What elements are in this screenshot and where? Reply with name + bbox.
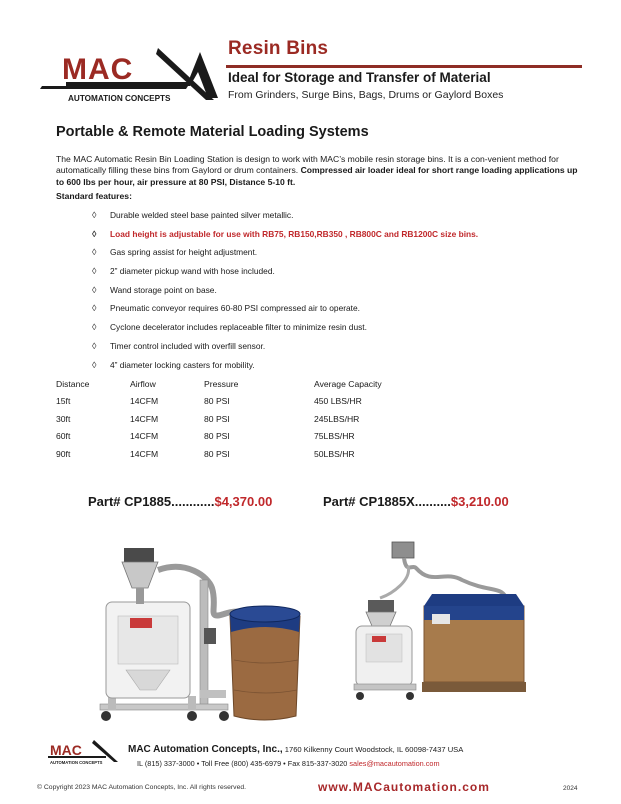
product-photo-cp1885 <box>96 540 304 730</box>
product-photo-cp1885x <box>352 534 528 710</box>
header-capacity: Average Capacity <box>314 378 382 389</box>
table-row: 30ft 14CFM 80 PSI 245LBS/HR <box>56 413 360 424</box>
diamond-bullet-icon: ◊ <box>92 322 97 333</box>
footer-logo-subtext: AUTOMATION CONCEPTS <box>50 760 103 765</box>
header-distance: Distance <box>56 378 90 389</box>
logo-letters: MAC <box>62 53 134 86</box>
diamond-bullet-icon: ◊ <box>92 247 97 258</box>
company-line <box>128 744 463 755</box>
list-item: ◊ 4” diameter locking casters for mobility. <box>92 359 255 370</box>
diamond-bullet-icon: ◊ <box>92 266 97 277</box>
footer-logo-letters: MAC <box>50 742 82 758</box>
table-row: 90ft 14CFM 80 PSI 50LBS/HR <box>56 448 355 459</box>
table-row: 15ft 14CFM 80 PSI 450 LBS/HR <box>56 396 362 407</box>
title-rule <box>226 65 582 68</box>
list-item: ◊ Durable welded steel base painted silver metallic. <box>92 210 294 220</box>
page-tagline: From Grinders, Surge Bins, Bags, Drums or Gaylord Boxes <box>228 89 504 101</box>
features-list <box>92 210 562 378</box>
list-item: ◊ Cyclone decelerator includes replaceable filter to minimize resin dust. <box>92 322 367 333</box>
section-heading: Portable & Remote Material Loading Systems <box>56 124 369 140</box>
email-link[interactable]: sales@macautomation.com <box>349 759 440 768</box>
intro-bold: Compressed air loader ideal for short range loading applications up to 600 lbs per hour, air pressure at 80 PSI, Distance 5-10 ft. <box>56 165 578 187</box>
copyright: © Copyright 2023 MAC Automation Concepts, Inc. All rights reserved. <box>37 784 247 791</box>
part-price-cp1885x: Part# CP1885X..........$3,210.00 <box>323 494 509 509</box>
company-name: MAC Automation Concepts, Inc., <box>128 744 283 755</box>
diamond-bullet-icon: ◊ <box>92 284 97 295</box>
features-heading: Standard features: <box>56 191 132 201</box>
list-item: ◊ Pneumatic conveyor requires 60-80 PSI compressed air to operate. <box>92 303 360 314</box>
diamond-bullet-icon: ◊ <box>92 359 97 370</box>
list-item: ◊ 2” diameter pickup wand with hose included. <box>92 266 275 277</box>
header-airflow: Airflow <box>130 378 156 389</box>
list-item: ◊ Wand storage point on base. <box>92 284 217 295</box>
list-item: ◊ Load height is adjustable for use with RB75, RB150,RB350 , RB800C and RB1200C size bins. <box>92 228 479 239</box>
intro-paragraph <box>56 154 578 188</box>
document-year: 2024 <box>563 785 578 792</box>
spec-table <box>56 375 434 463</box>
diamond-bullet-icon: ◊ <box>92 210 97 220</box>
table-header-row <box>56 375 434 393</box>
diamond-bullet-icon: ◊ <box>92 303 97 314</box>
list-item: ◊ Timer control included with overfill sensor. <box>92 340 266 351</box>
company-address: 1760 Kilkenny Court Woodstock, IL 60098-7437 USA <box>282 745 464 754</box>
diamond-bullet-icon: ◊ <box>92 228 97 239</box>
intro-text: The MAC Automatic Resin Bin Loading Station is design to work with MAC’s mobile resin storage bins. It is a con-venient method for automatically filling these bins from Gaylord or drum containers. <box>56 154 559 176</box>
header-pressure: Pressure <box>204 378 239 389</box>
page-subtitle: Ideal for Storage and Transfer of Material <box>228 70 491 85</box>
mac-logo <box>38 42 224 104</box>
footer-mac-logo <box>46 738 122 766</box>
table-row: 60ft 14CFM 80 PSI 75LBS/HR <box>56 431 355 442</box>
part-price-cp1885: Part# CP1885............$4,370.00 <box>88 494 273 509</box>
page-title: Resin Bins <box>228 38 329 59</box>
logo-subtext: AUTOMATION CONCEPTS <box>68 94 171 103</box>
diamond-bullet-icon: ◊ <box>92 340 97 351</box>
website-link[interactable]: www.MACautomation.com <box>318 780 490 794</box>
list-item: ◊ Gas spring assist for height adjustment. <box>92 247 258 258</box>
contact-line: IL (815) 337-3000 • Toll Free (800) 435-6979 • Fax 815-337-3020 sales@macautomation.com <box>137 759 440 768</box>
